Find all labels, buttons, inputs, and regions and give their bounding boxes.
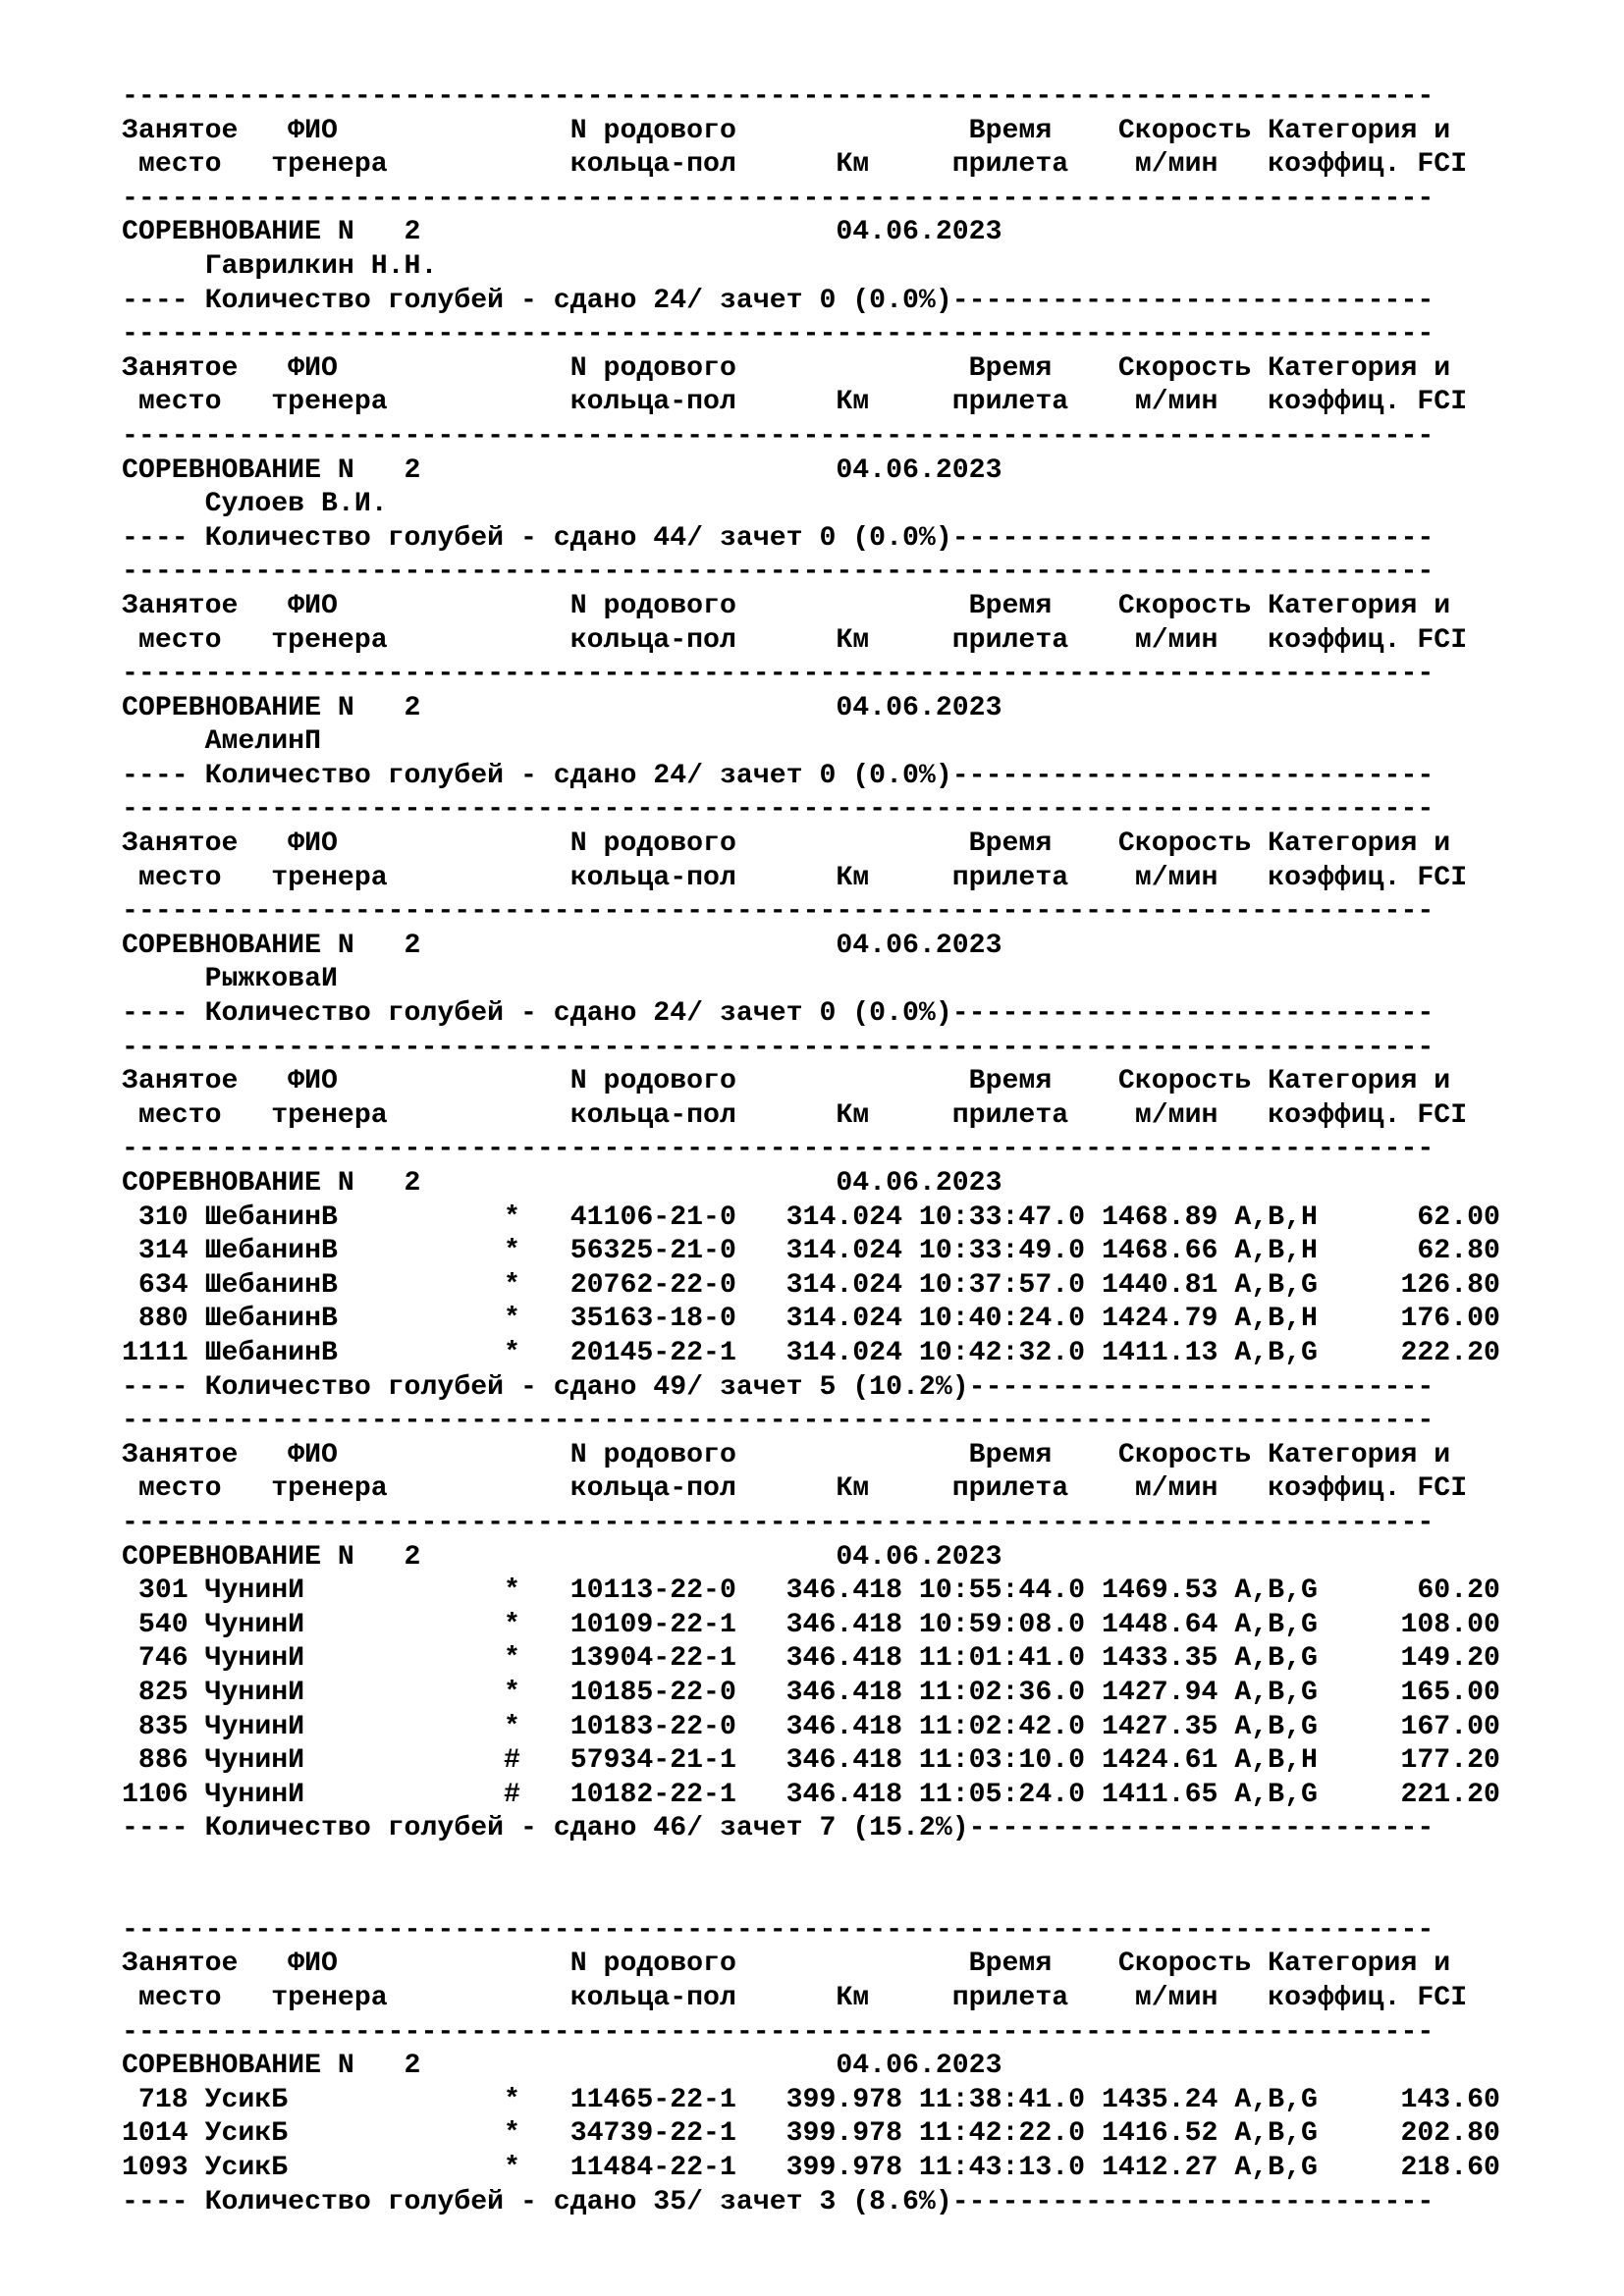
result-row: 310 ШебанинВ * 41106-21-0 314.024 10:33:47.0 1468.89 A,B,H 62.00: [122, 1201, 1500, 1233]
result-row: 634 ШебанинВ * 20762-22-0 314.024 10:37:57.0 1440.81 A,B,G 126.80: [122, 1269, 1500, 1301]
summary-line: ---- Количество голубей - сдано 24/ зачет 0 (0.0%)-----------------------------: [122, 760, 1435, 791]
result-row: 1111 ШебанинВ * 20145-22-1 314.024 10:42:32.0 1411.13 A,B,G 222.20: [122, 1337, 1500, 1368]
column-header-line-1: Занятое ФИО N родового Время Скорость Категория и: [122, 352, 1451, 384]
separator-line: -------------------------------------------------------------------------------: [122, 420, 1435, 452]
separator-line: -------------------------------------------------------------------------------: [122, 794, 1435, 826]
column-header-line-2: место тренера кольца-пол Км прилета м/мин коэффиц. FCI: [122, 862, 1468, 893]
column-header-line-2: место тренера кольца-пол Км прилета м/мин коэффиц. FCI: [122, 1983, 1468, 2014]
result-row: 880 ШебанинВ * 35163-18-0 314.024 10:40:24.0 1424.79 A,B,H 176.00: [122, 1304, 1500, 1335]
competition-title: СОРЕВНОВАНИЕ N 2 04.06.2023: [122, 930, 1002, 961]
report-document: [122, 80, 1604, 2219]
result-row: 886 ЧунинИ # 57934-21-1 346.418 11:03:10.0 1424.61 A,B,H 177.20: [122, 1745, 1500, 1777]
summary-line: ---- Количество голубей - сдано 46/ зачет 7 (15.2%)----------------------------: [122, 1813, 1435, 1844]
column-header-line-2: место тренера кольца-пол Км прилета м/мин коэффиц. FCI: [122, 387, 1468, 418]
page-gap: [122, 1846, 1604, 1914]
summary-line: ---- Количество голубей - сдано 44/ зачет 0 (0.0%)-----------------------------: [122, 522, 1435, 554]
separator-line: -------------------------------------------------------------------------------: [122, 557, 1435, 588]
result-row: 540 ЧунинИ * 10109-22-1 346.418 10:59:08.0 1448.64 A,B,G 108.00: [122, 1609, 1500, 1640]
separator-line: -------------------------------------------------------------------------------: [122, 659, 1435, 690]
separator-line: -------------------------------------------------------------------------------: [122, 183, 1435, 214]
separator-line: -------------------------------------------------------------------------------: [122, 1406, 1435, 1437]
column-header-line-2: место тренера кольца-пол Км прилета м/мин коэффиц. FCI: [122, 149, 1468, 181]
competition-title: СОРЕВНОВАНИЕ N 2 04.06.2023: [122, 2051, 1002, 2082]
result-row: 1093 УсикБ * 11484-22-1 399.978 11:43:13.0 1412.27 A,B,G 218.60: [122, 2153, 1500, 2184]
summary-line: ---- Количество голубей - сдано 35/ зачет 3 (8.6%)-----------------------------: [122, 2186, 1435, 2217]
separator-line: -------------------------------------------------------------------------------: [122, 2016, 1435, 2048]
summary-line: ---- Количество голубей - сдано 49/ зачет 5 (10.2%)----------------------------: [122, 1371, 1435, 1403]
result-row: 718 УсикБ * 11465-22-1 399.978 11:38:41.0 1435.24 A,B,G 143.60: [122, 2084, 1500, 2115]
column-header-line-1: Занятое ФИО N родового Время Скорость Категория и: [122, 590, 1451, 621]
column-header-line-1: Занятое ФИО N родового Время Скорость Категория и: [122, 1066, 1451, 1097]
result-row: 314 ШебанинВ * 56325-21-0 314.024 10:33:49.0 1468.66 A,B,H 62.80: [122, 1236, 1500, 1267]
separator-line: -------------------------------------------------------------------------------: [122, 1507, 1435, 1538]
result-row: 825 ЧунинИ * 10185-22-0 346.418 11:02:36.0 1427.94 A,B,G 165.00: [122, 1677, 1500, 1708]
trainer-name: АмелинП: [122, 726, 321, 758]
trainer-name: РыжковаИ: [122, 964, 338, 995]
summary-line: ---- Количество голубей - сдано 24/ зачет 0 (0.0%)-----------------------------: [122, 285, 1435, 316]
separator-line: -------------------------------------------------------------------------------: [122, 319, 1435, 350]
competition-title: СОРЕВНОВАНИЕ N 2 04.06.2023: [122, 692, 1002, 723]
competition-title: СОРЕВНОВАНИЕ N 2 04.06.2023: [122, 454, 1002, 486]
result-row: 1106 ЧунинИ # 10182-22-1 346.418 11:05:24.0 1411.65 A,B,G 221.20: [122, 1779, 1500, 1810]
separator-line: -------------------------------------------------------------------------------: [122, 1134, 1435, 1165]
separator-line: -------------------------------------------------------------------------------: [122, 896, 1435, 928]
competition-title: СОРЕВНОВАНИЕ N 2 04.06.2023: [122, 1168, 1002, 1199]
competition-title: СОРЕВНОВАНИЕ N 2 04.06.2023: [122, 217, 1002, 248]
separator-line: -------------------------------------------------------------------------------: [122, 1032, 1435, 1063]
result-row: 835 ЧунинИ * 10183-22-0 346.418 11:02:42.0 1427.35 A,B,G 167.00: [122, 1711, 1500, 1742]
trainer-name: Гаврилкин Н.Н.: [122, 250, 438, 282]
column-header-line-1: Занятое ФИО N родового Время Скорость Категория и: [122, 115, 1451, 146]
column-header-line-2: место тренера кольца-пол Км прилета м/мин коэффиц. FCI: [122, 1473, 1468, 1505]
column-header-line-1: Занятое ФИО N родового Время Скорость Категория и: [122, 1949, 1451, 1980]
column-header-line-1: Занятое ФИО N родового Время Скорость Категория и: [122, 828, 1451, 860]
column-header-line-1: Занятое ФИО N родового Время Скорость Категория и: [122, 1439, 1451, 1470]
separator-line: -------------------------------------------------------------------------------: [122, 1914, 1435, 1946]
separator-line: -------------------------------------------------------------------------------: [122, 81, 1435, 112]
competition-title: СОРЕВНОВАНИЕ N 2 04.06.2023: [122, 1541, 1002, 1573]
column-header-line-2: место тренера кольца-пол Км прилета м/мин коэффиц. FCI: [122, 624, 1468, 656]
column-header-line-2: место тренера кольца-пол Км прилета м/мин коэффиц. FCI: [122, 1099, 1468, 1131]
result-row: 1014 УсикБ * 34739-22-1 399.978 11:42:22.0 1416.52 A,B,G 202.80: [122, 2118, 1500, 2150]
trainer-name: Сулоев В.И.: [122, 489, 388, 520]
summary-line: ---- Количество голубей - сдано 24/ зачет 0 (0.0%)-----------------------------: [122, 998, 1435, 1030]
result-row: 301 ЧунинИ * 10113-22-0 346.418 10:55:44.0 1469.53 A,B,G 60.20: [122, 1575, 1500, 1607]
result-row: 746 ЧунинИ * 13904-22-1 346.418 11:01:41.0 1433.35 A,B,G 149.20: [122, 1643, 1500, 1675]
